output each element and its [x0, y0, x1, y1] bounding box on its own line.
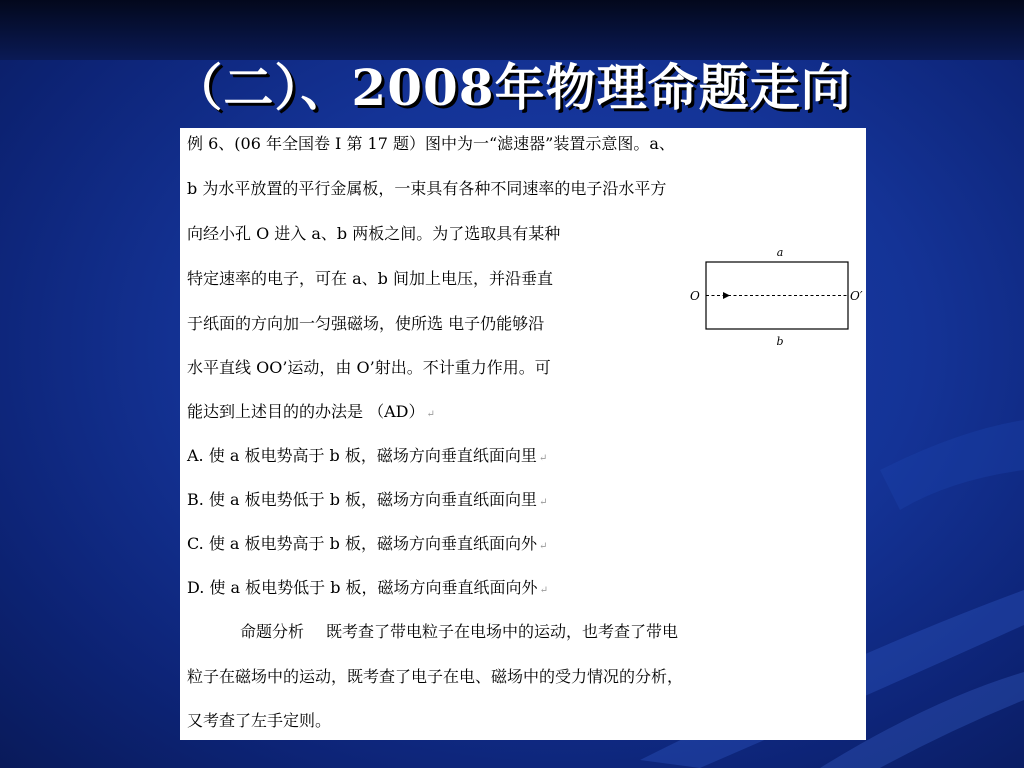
plate-b-label: b: [776, 335, 784, 348]
analysis-line-3: 又考查了左手定则。: [187, 711, 332, 730]
option-d: D. 使 a 板电势低于 b 板，磁场方向垂直纸面向外 ↵: [187, 578, 548, 597]
return-mark-icon: ↵: [538, 541, 548, 552]
arrow-icon: [723, 292, 730, 299]
option-a: A. 使 a 板电势高于 b 板，磁场方向垂直纸面向里 ↵: [187, 446, 548, 465]
exit-o-prime-label: O′: [850, 289, 863, 303]
analysis-line-2: 粒子在磁场中的运动，既考查了电子在电、磁场中的受力情况的分析，: [187, 667, 684, 686]
question-line-6: 水平直线 OO’运动，由 O’射出。不计重力作用。可: [187, 358, 551, 377]
question-line-7: 能达到上述目的的办法是 （AD） ↵: [187, 402, 435, 421]
question-document: [180, 128, 866, 740]
option-b: B. 使 a 板电势低于 b 板，磁场方向垂直纸面向里 ↵: [187, 490, 548, 509]
question-line-3: 向经小孔 O 进入 a、b 两板之间。为了选取具有某种: [187, 224, 561, 243]
question-line-2: b 为水平放置的平行金属板，一束具有各种不同速率的电子沿水平方: [187, 179, 667, 198]
analysis-label: 命题分析: [240, 622, 305, 641]
plate-a-label: a: [776, 246, 784, 259]
return-mark-icon: ↵: [539, 497, 548, 508]
option-c: C. 使 a 板电势高于 b 板，磁场方向垂直纸面向外 ↵: [187, 534, 548, 553]
velocity-filter-diagram: [685, 244, 865, 348]
question-line-5: 于纸面的方向加一匀强磁场，使所选 电子仍能够沿: [187, 314, 545, 333]
slide-title: （二）、2008年物理命题走向: [172, 58, 852, 117]
analysis-line-1: 命题分析 既考查了带电粒子在电场中的运动，也考查了带电: [240, 622, 679, 641]
return-mark-icon: ↵: [426, 409, 435, 420]
return-mark-icon: ↵: [538, 453, 548, 464]
return-mark-icon: ↵: [539, 585, 548, 596]
entry-o-label: O: [690, 289, 700, 303]
question-line-4: 特定速率的电子，可在 a、b 间加上电压，并沿垂直: [187, 269, 553, 288]
question-line-1: 例 6、(06 年全国卷 I 第 17 题）图中为一“滤速器”装置示意图。a、: [187, 134, 675, 153]
